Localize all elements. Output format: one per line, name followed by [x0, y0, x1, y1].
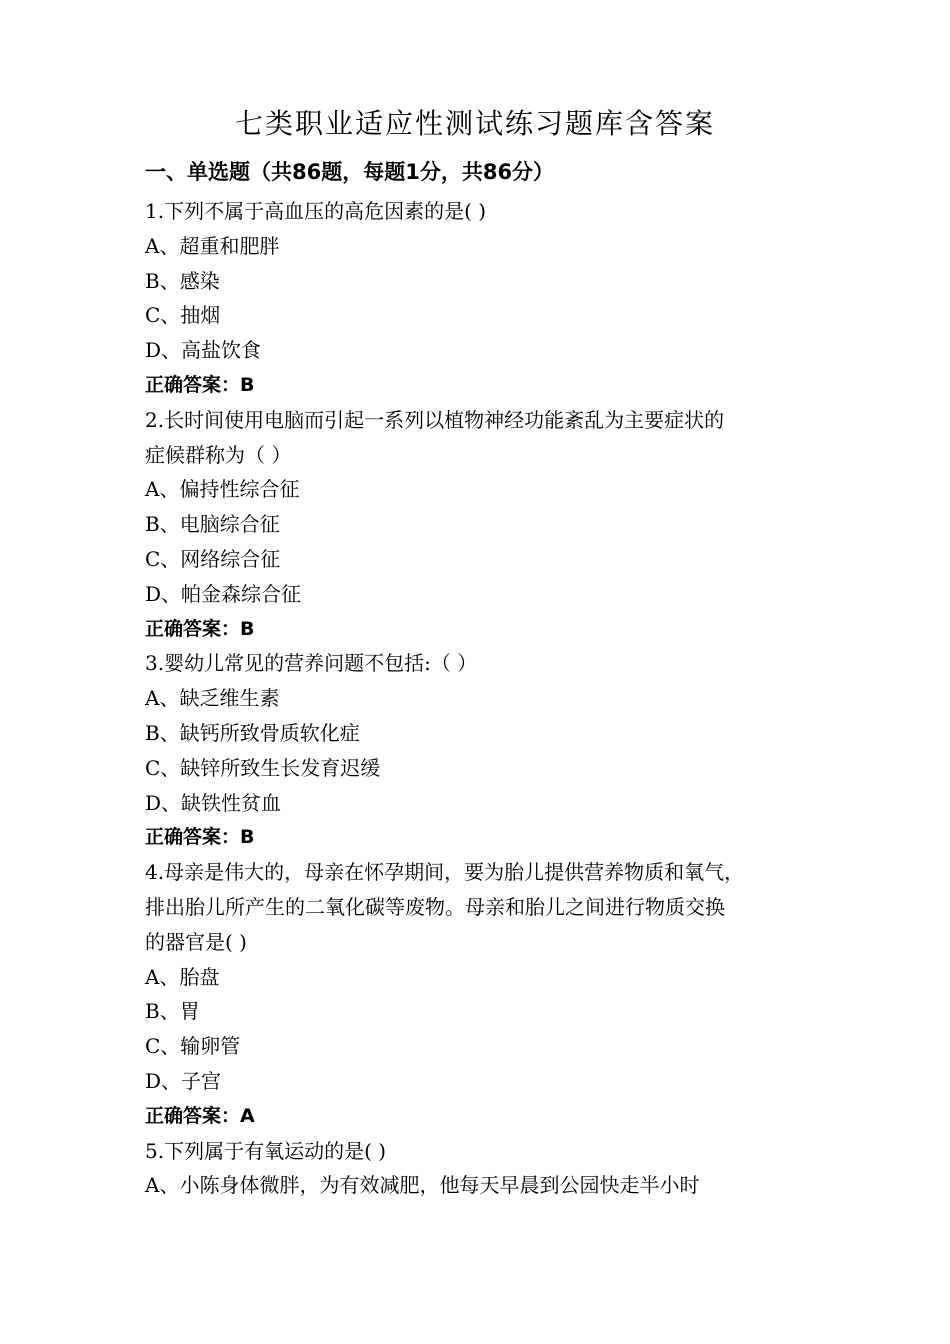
- question-stem: 5.下列属于有氧运动的是( ): [145, 1138, 387, 1163]
- option-d: D、高盐饮食: [145, 338, 262, 363]
- option-a: A、胎盘: [145, 964, 220, 989]
- option-b: B、感染: [145, 268, 220, 293]
- question-stem: 1.下列不属于高血压的高危因素的是( ): [145, 199, 487, 223]
- option-a: A、偏持性综合征: [145, 477, 300, 502]
- question-stem-continued: 的器官是( ): [145, 929, 247, 954]
- correct-answer: 正确答案：B: [145, 826, 255, 849]
- question-stem: 3.婴幼儿常见的营养问题不包括:（ ）: [145, 651, 478, 676]
- correct-answer: 正确答案：B: [145, 373, 255, 396]
- option-b: B、缺钙所致骨质软化症: [145, 720, 360, 745]
- question-5: [145, 1134, 815, 1204]
- question-2: [145, 403, 815, 647]
- option-c: C、网络综合征: [145, 546, 281, 571]
- question-stem-continued: 排出胎儿所产生的二氧化碳等废物。母亲和胎儿之间进行物质交换: [145, 894, 725, 919]
- question-stem-continued: 症候群称为（ ）: [145, 442, 292, 467]
- option-a: A、小陈身体微胖，为有效减肥，他每天早晨到公园快走半小时: [145, 1173, 700, 1198]
- question-3: [145, 646, 815, 855]
- correct-answer: 正确答案：A: [145, 1104, 255, 1127]
- section-heading: 一、单选题（共86题，每题1分，共86分）: [145, 160, 555, 184]
- option-b: B、胃: [145, 999, 200, 1024]
- question-stem: 2.长时间使用电脑而引起一系列以植物神经功能紊乱为主要症状的: [145, 407, 725, 432]
- option-c: C、抽烟: [145, 303, 221, 328]
- question-1: [145, 194, 815, 403]
- option-d: D、帕金森综合征: [145, 581, 302, 606]
- option-c: C、缺锌所致生长发育迟缓: [145, 755, 381, 780]
- question-4: [145, 855, 815, 1133]
- correct-answer: 正确答案：B: [145, 617, 255, 640]
- question-list: [145, 194, 815, 1203]
- question-stem: 4.母亲是伟大的，母亲在怀孕期间，要为胎儿提供营养物质和氧气，: [145, 860, 745, 885]
- option-d: D、子宫: [145, 1068, 222, 1093]
- option-b: B、电脑综合征: [145, 512, 280, 537]
- option-c: C、输卵管: [145, 1034, 241, 1059]
- option-a: A、缺乏维生素: [145, 686, 280, 711]
- document-title: 七类职业适应性测试练习题库含答案: [234, 107, 715, 140]
- option-d: D、缺铁性贫血: [145, 790, 282, 815]
- option-a: A、超重和肥胖: [145, 233, 280, 258]
